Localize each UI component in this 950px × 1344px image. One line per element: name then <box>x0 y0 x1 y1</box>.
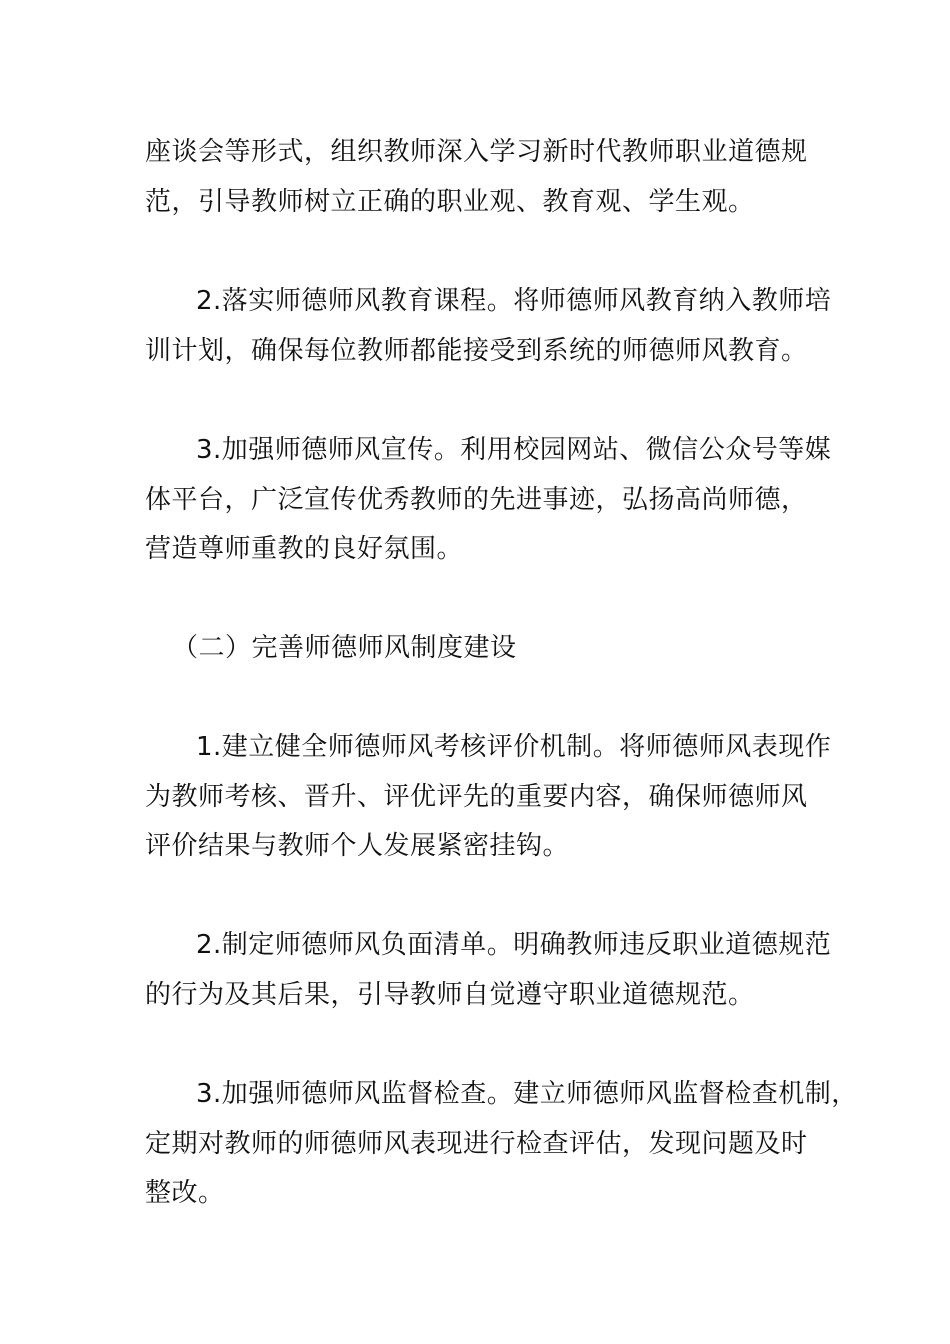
paragraph-line: 评价结果与教师个人发展紧密挂钩。 <box>145 831 570 861</box>
section-heading: （二）完善师德师风制度建设 <box>172 633 517 663</box>
paragraph-line: 1.建立健全师德师风考核评价机制。将师德师风表现作 <box>196 732 832 762</box>
paragraph-line: 座谈会等形式，组织教师深入学习新时代教师职业道德规 <box>145 137 808 167</box>
paragraph-line: 定期对教师的师德师风表现进行检查评估，发现问题及时 <box>145 1129 808 1159</box>
paragraph-line: 3.加强师德师风监督检查。建立师德师风监督检查机制， <box>196 1079 858 1109</box>
paragraph-line: 范，引导教师树立正确的职业观、教育观、学生观。 <box>145 187 755 217</box>
paragraph-line: 营造尊师重教的良好氛围。 <box>145 534 464 564</box>
paragraph-line: 3.加强师德师风宣传。利用校园网站、微信公众号等媒 <box>196 435 832 465</box>
paragraph-line: 整改。 <box>145 1178 225 1208</box>
paragraph-line: 训计划，确保每位教师都能接受到系统的师德师风教育。 <box>145 336 808 366</box>
paragraph-line: 为教师考核、晋升、评优评先的重要内容，确保师德师风 <box>145 782 808 812</box>
paragraph-line: 2.落实师德师风教育课程。将师德师风教育纳入教师培 <box>196 286 832 316</box>
paragraph-line: 体平台，广泛宣传优秀教师的先进事迹，弘扬高尚师德， <box>145 485 808 515</box>
paragraph-line: 2.制定师德师风负面清单。明确教师违反职业道德规范 <box>196 930 832 960</box>
paragraph-line: 的行为及其后果，引导教师自觉遵守职业道德规范。 <box>145 980 755 1010</box>
